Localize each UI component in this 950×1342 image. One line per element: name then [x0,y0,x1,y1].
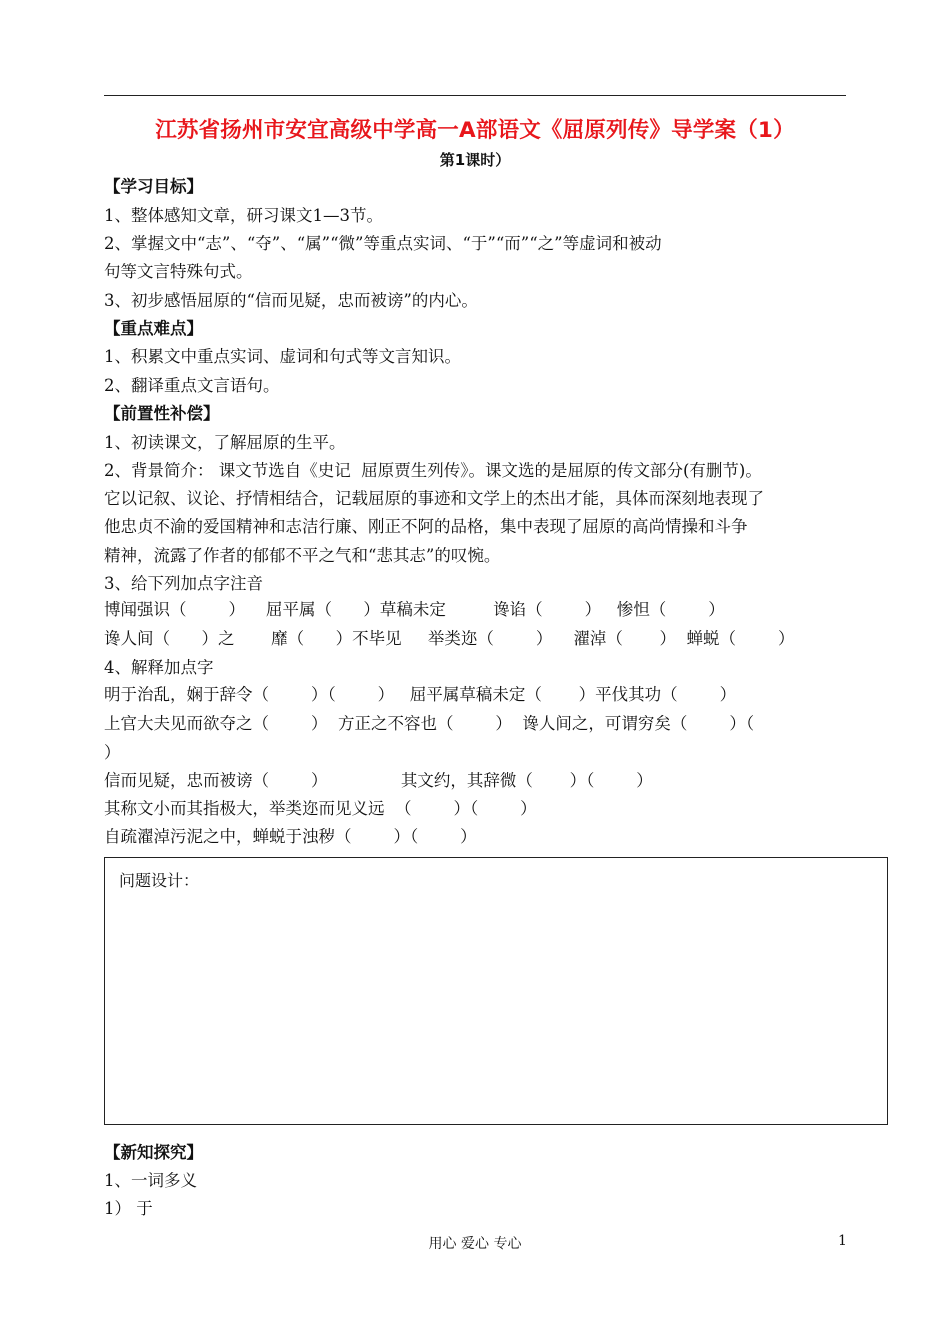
new-knowledge-sub-1: 1） 于 [104,1199,153,1218]
page-footer: 用心 爱心 专心 [428,1236,522,1252]
explain-row-6: 自疏濯淖污泥之中，蝉蜕于浊秽（ ）（ ） [104,827,477,846]
new-knowledge-item-1: 1、一词多义 [104,1171,197,1190]
top-rule [104,95,846,96]
background-line-1: 2、背景简介： 课文节选自《史记 屈原贾生列传》。课文选的是屈原的传文部分(有删节)。 [104,461,762,480]
document-subtitle: 第1课时） [439,151,511,169]
background-line-4: 精神，流露了作者的郁郁不平之气和“悲其志”的叹惋。 [104,546,501,565]
explain-row-4: 信而见疑，忠而被谤（ ） 其文约，其辞微（ ）（ ） [104,771,653,790]
goals-heading: 【学习目标】 [104,177,203,196]
page-number: 1 [838,1233,847,1249]
document-title: 江苏省扬州市安宜高级中学高一A部语文《屈原列传》导学案（1） [155,118,795,143]
goal-item-3: 3、初步感悟屈原的“信而见疑，忠而被谤”的内心。 [104,291,478,310]
question-design-label: 问题设计： [119,871,200,890]
goal-item-1: 1、整体感知文章，研习课文1—3节。 [104,206,383,225]
preview-heading: 【前置性补偿】 [104,404,220,423]
explain-row-3: ） [104,743,121,762]
preview-item-3: 3、给下列加点字注音 [104,574,263,593]
question-design-box[interactable] [104,857,888,1125]
key-point-1: 1、积累文中重点实词、虚词和句式等文言知识。 [104,347,461,366]
pronunciation-row-2: 谗人间（ ）之 靡（ ）不毕见 举类迩（ ） 濯淖（ ） 蝉蜕（ ） [104,629,795,648]
goal-item-2: 2、掌握文中“志”、“夺”、“属”“微”等重点实词、“于”“而”“之”等虚词和被动 [104,234,662,253]
explain-row-2: 上官大夫见而欲夺之（ ） 方正之不容也（ ） 谗人间之，可谓穷矣（ ）（ [104,714,755,733]
pronunciation-row-1: 博闻强识（ ） 屈平属（ ）草稿未定 谗谄（ ） 惨怛（ ） [104,600,725,619]
explain-row-5: 其称文小而其指极大，举类迩而见义远 （ ）（ ） [104,799,537,818]
preview-item-4: 4、解释加点字 [104,658,214,677]
new-knowledge-heading: 【新知探究】 [104,1143,203,1162]
goal-item-2-cont: 句等文言特殊句式。 [104,262,253,281]
background-line-2: 它以记叙、议论、抒情相结合，记载屈原的事迹和文学上的杰出才能，具体而深刻地表现了 [104,489,764,508]
key-points-heading: 【重点难点】 [104,319,203,338]
key-point-2: 2、翻译重点文言语句。 [104,376,280,395]
background-line-3: 他忠贞不渝的爱国精神和志洁行廉、刚正不阿的品格，集中表现了屈原的高尚情操和斗争 [104,517,748,536]
explain-row-1: 明于治乱，娴于辞令（ ）（ ） 屈平属草稿未定（ ）平伐其功（ ） [104,685,737,704]
preview-item-1: 1、初读课文，了解屈原的生平。 [104,433,346,452]
